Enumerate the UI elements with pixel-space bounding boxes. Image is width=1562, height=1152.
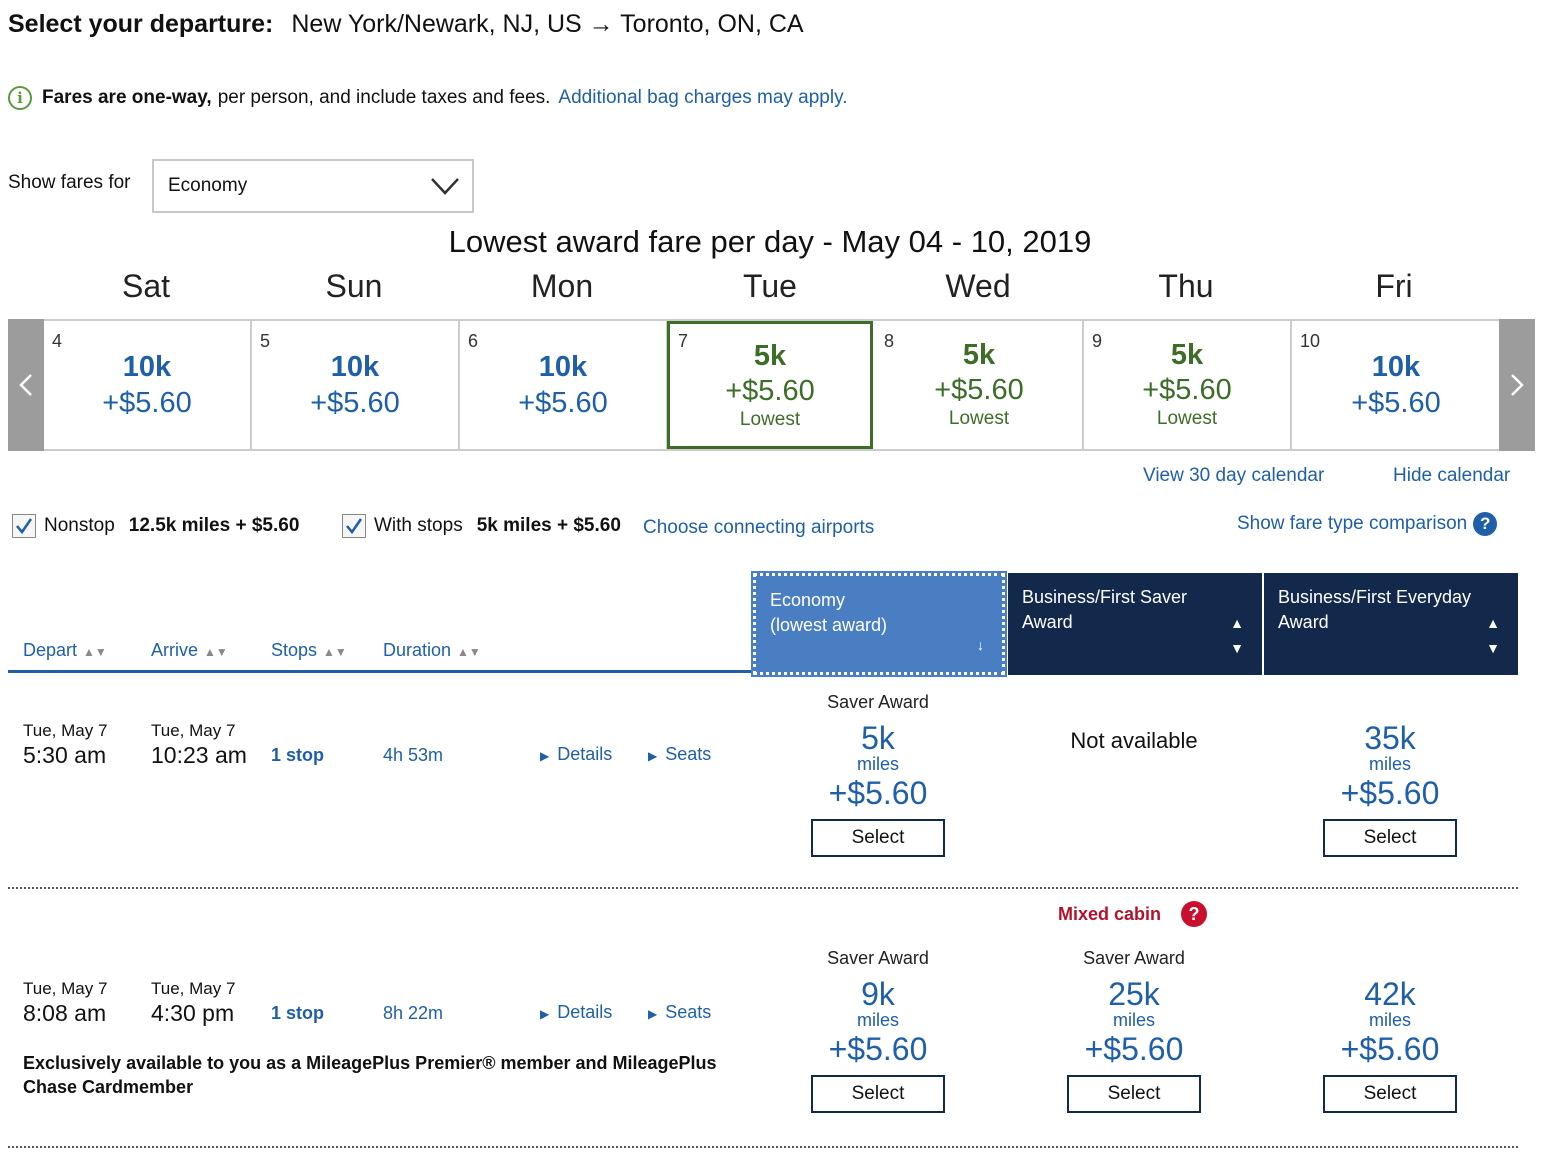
depart-date: Tue, May 7 [23, 721, 108, 740]
day-number: 4 [52, 331, 63, 351]
view-30-day-calendar-link[interactable]: View 30 day calendar [1143, 465, 1325, 486]
fare-price: +$5.60 [828, 775, 928, 811]
lowest-badge: Lowest [739, 409, 801, 430]
day-name: Sat [121, 268, 171, 304]
caret-right-icon: ▶ [540, 1007, 550, 1021]
day-miles: 10k [538, 351, 588, 383]
fare-price: +$5.60 [1340, 775, 1440, 811]
hide-calendar-link[interactable]: Hide calendar [1393, 465, 1511, 486]
caret-right-icon: ▶ [648, 1007, 658, 1021]
seats-link[interactable] [648, 1002, 711, 1023]
everyday-fare [1265, 692, 1515, 857]
stops-link[interactable]: 1 stop [271, 1003, 325, 1023]
calendar-day-5[interactable] [252, 321, 460, 449]
chevron-right-icon [1509, 372, 1525, 398]
depart-time: 5:30 am [23, 742, 107, 768]
calendar-day-10[interactable] [1292, 321, 1500, 449]
sort-icon: ▲ ▼ [1486, 615, 1500, 656]
mixed-cabin-label: Mixed cabin [1058, 903, 1162, 924]
sort-icon: ▲ ▼ [1230, 615, 1244, 656]
saver-fare [1009, 948, 1259, 1113]
help-icon[interactable]: ? [1181, 901, 1207, 927]
fare-type: Saver Award [1083, 948, 1185, 968]
connecting-airports-link[interactable]: Choose connecting airports [643, 517, 875, 538]
depart-date: Tue, May 7 [23, 979, 108, 998]
day-price: +$5.60 [725, 375, 815, 407]
chevron-down-icon [430, 171, 460, 201]
day-miles: 10k [330, 351, 380, 383]
arrive-time: 4:30 pm [151, 1000, 235, 1026]
fare-comparison-link[interactable]: Show fare type comparison [1237, 513, 1468, 534]
day-number: 5 [260, 331, 271, 351]
econ-header-line1: Economy [770, 590, 846, 610]
day-name: Tue [743, 268, 797, 304]
nonstop-checkbox[interactable] [12, 514, 36, 538]
sort-icon: ▲▼ [204, 645, 228, 659]
details-label: Details [557, 744, 613, 764]
calendar-prev-button[interactable] [8, 319, 44, 451]
route-text: New York/Newark, NJ, US → Toronto, ON, CA [291, 10, 804, 38]
calendar-day-7-selected[interactable] [667, 321, 873, 449]
fare-price: +$5.60 [828, 1031, 928, 1067]
duration-header: Duration [383, 640, 452, 660]
fare-price: +$5.60 [1340, 1031, 1440, 1067]
arrive-date: Tue, May 7 [151, 721, 236, 740]
row-divider [8, 1146, 1518, 1148]
day-miles: 10k [1371, 351, 1421, 383]
saver-column-header[interactable] [1008, 573, 1262, 675]
econ-header-line2: (lowest award) [770, 615, 888, 635]
cabin-select-value: Economy [168, 175, 248, 196]
sort-icon: ▲▼ [323, 645, 347, 659]
fare-unit: miles [1368, 1010, 1411, 1030]
sort-icon: ▲▼ [457, 645, 481, 659]
economy-fare [753, 692, 1003, 857]
fare-miles: 5k [861, 720, 895, 756]
fare-type: Saver Award [827, 948, 929, 968]
day-number: 8 [884, 331, 895, 351]
economy-column-header[interactable] [753, 573, 1005, 675]
calendar-day-9[interactable] [1084, 321, 1292, 449]
day-price: +$5.60 [1351, 387, 1441, 419]
duration-value: 4h 53m [383, 745, 444, 765]
nonstop-value: 12.5k miles + $5.60 [128, 515, 300, 536]
fare-info [8, 86, 847, 110]
everyday-header-line1: Business/First Everyday [1278, 587, 1472, 607]
with-stops-filter[interactable] [342, 514, 621, 538]
mixed-cabin-notice [1058, 901, 1207, 927]
saver-header-line2: Award [1022, 612, 1073, 632]
fare-miles: 9k [861, 976, 895, 1012]
fare-unit: miles [856, 1010, 899, 1030]
fare-price: +$5.60 [1084, 1031, 1184, 1067]
select-button[interactable]: Select [811, 819, 945, 857]
details-link[interactable] [540, 1002, 612, 1023]
fare-unit: miles [856, 754, 899, 774]
lowest-badge: Lowest [948, 408, 1010, 429]
fare-comparison[interactable] [1237, 512, 1497, 536]
saver-not-available: Not available [1070, 728, 1198, 753]
fare-type: Saver Award [827, 692, 929, 712]
details-label: Details [557, 1002, 613, 1022]
sort-down-icon: ↓ [977, 637, 984, 653]
cabin-select[interactable] [152, 159, 474, 213]
day-price: +$5.60 [518, 387, 608, 419]
stops-link[interactable]: 1 stop [271, 745, 325, 765]
arrive-date: Tue, May 7 [151, 979, 236, 998]
with-stops-label: With stops [374, 515, 463, 536]
header-underline [8, 670, 752, 673]
day-miles: 5k [1170, 339, 1204, 371]
info-bold: Fares are one-way, [42, 87, 212, 108]
select-button[interactable]: Select [1067, 1075, 1201, 1113]
saver-header-line1: Business/First Saver [1022, 587, 1188, 607]
fare-miles: 35k [1364, 720, 1416, 756]
with-stops-value: 5k miles + $5.60 [476, 515, 621, 536]
departure-label: Select your departure: [8, 10, 274, 38]
day-name: Wed [945, 268, 1011, 304]
sort-duration[interactable] [383, 640, 481, 661]
day-number: 7 [678, 331, 689, 351]
arrive-header: Arrive [151, 640, 199, 660]
day-number: 6 [468, 331, 479, 351]
calendar-day-6[interactable] [460, 321, 668, 449]
select-button[interactable]: Select [811, 1075, 945, 1113]
select-button[interactable]: Select [1323, 819, 1457, 857]
nonstop-label: Nonstop [44, 515, 115, 536]
day-miles: 5k [962, 339, 996, 371]
economy-fare [753, 948, 1003, 1113]
day-name: Sun [325, 268, 383, 304]
show-fares-label: Show fares for [8, 172, 131, 193]
day-miles: 10k [122, 351, 172, 383]
checkmark-icon [15, 517, 33, 535]
calendar-day-4[interactable] [44, 321, 252, 449]
arrive-time: 10:23 am [151, 742, 247, 768]
sort-icon: ▲▼ [83, 645, 107, 659]
day-name: Mon [530, 268, 594, 304]
caret-right-icon: ▶ [648, 749, 658, 763]
help-icon[interactable]: ? [1473, 512, 1497, 536]
checkmark-icon [345, 517, 363, 535]
fare-miles: 42k [1364, 976, 1416, 1012]
depart-header: Depart [23, 640, 78, 660]
day-name: Thu [1158, 268, 1214, 304]
day-price: +$5.60 [1142, 374, 1232, 406]
day-price: +$5.60 [310, 387, 400, 419]
sort-arrive[interactable] [151, 640, 228, 661]
seats-label: Seats [665, 744, 712, 764]
fare-unit: miles [1368, 754, 1411, 774]
info-icon: i [8, 86, 32, 110]
nonstop-filter[interactable] [12, 514, 299, 538]
day-number: 10 [1300, 331, 1321, 351]
stops-header: Stops [271, 640, 318, 660]
seats-label: Seats [665, 1002, 712, 1022]
calendar-title: Lowest award fare per day - May 04 - 10, 2019 [448, 224, 1092, 259]
row-divider [8, 887, 1518, 889]
everyday-header-line2: Award [1278, 612, 1329, 632]
fare-miles: 25k [1108, 976, 1160, 1012]
chevron-left-icon [18, 372, 34, 398]
day-name: Fri [1375, 268, 1413, 304]
lowest-badge: Lowest [1156, 408, 1218, 429]
depart-time: 8:08 am [23, 1000, 107, 1026]
page-title [8, 10, 804, 39]
day-price: +$5.60 [102, 387, 192, 419]
details-link[interactable] [540, 744, 612, 765]
exclusive-notice: Exclusively available to you as a MileagePlus Premier® member and MileagePlus Chase Cardmember [23, 1053, 717, 1097]
calendar-day-8[interactable] [876, 321, 1084, 449]
fare-unit: miles [1112, 1010, 1155, 1030]
calendar-next-button[interactable] [1499, 319, 1535, 451]
with-stops-checkbox[interactable] [342, 514, 366, 538]
info-text: per person, and include taxes and fees. [217, 87, 551, 108]
day-miles: 5k [753, 340, 787, 372]
sort-depart[interactable] [23, 640, 107, 661]
sort-stops[interactable] [271, 640, 347, 661]
everyday-column-header[interactable] [1264, 573, 1518, 675]
day-price: +$5.60 [934, 374, 1024, 406]
everyday-fare [1265, 948, 1515, 1113]
seats-link[interactable] [648, 744, 711, 765]
select-button[interactable]: Select [1323, 1075, 1457, 1113]
day-number: 9 [1092, 331, 1103, 351]
caret-right-icon: ▶ [540, 749, 550, 763]
duration-value: 8h 22m [383, 1003, 444, 1023]
bag-charges-link[interactable]: Additional bag charges may apply. [558, 87, 848, 108]
